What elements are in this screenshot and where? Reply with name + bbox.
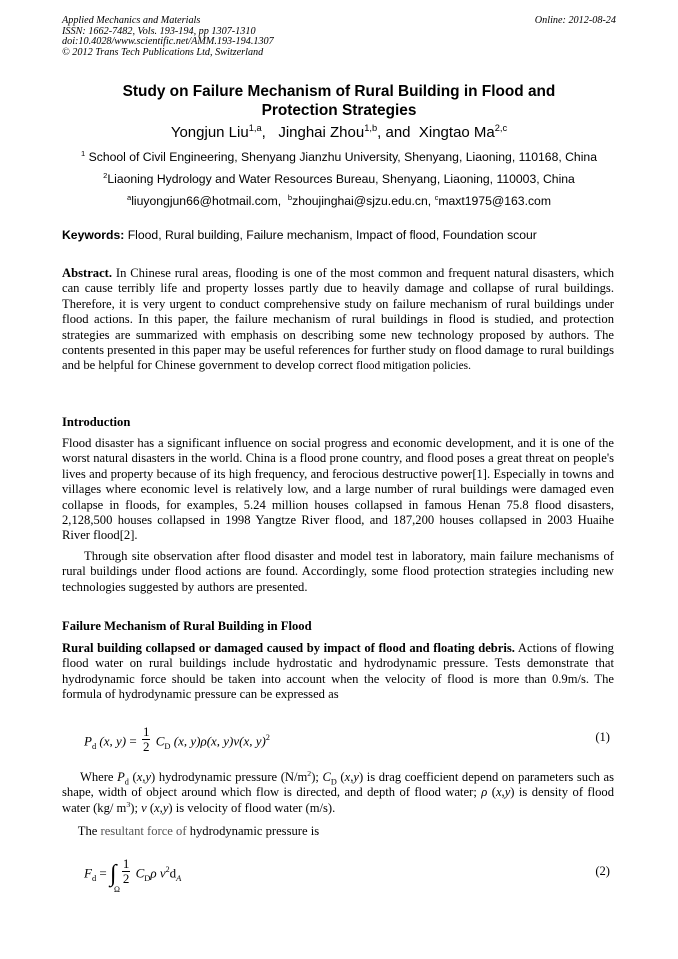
equation-1-number: (1) [595,730,610,744]
resultant-pre: The [77,824,98,838]
email-address[interactable]: liuyongjun66@hotmail.com, [131,194,282,208]
affiliation-1 [62,150,616,164]
failure-paragraph-1 [62,641,614,703]
resultant-line [62,824,614,839]
where-text-3: ); [311,770,319,784]
title-line-1: Study on Failure Mechanism of Rural Building in Flood and [122,83,556,100]
where-text-4: is drag coefficient depend on parameters such as shape, width of object around which flow is directed, and depth of flood water; [62,770,615,800]
email-sup: c [434,192,439,202]
where-text-7: is velocity of flood water (m/s). [175,800,336,815]
affiliation-2 [62,172,616,186]
author-sup: 1,a [248,123,262,133]
online-date: Online: 2012-08-24 [534,15,616,26]
resultant-post: hydrodynamic pressure is [189,824,320,838]
equation-2-body: $F_d$ = ∫ Ω $\frac{1}{2}$ $C_D\rho$ $v^2d_A$ [84,856,182,894]
abstract-tail: flood mitigation policies. [356,360,471,373]
copyright-line: © 2012 Trans Tech Publications Ltd, Switzerland [62,46,264,58]
keywords-label: Keywords: [62,228,125,242]
equation-2 [80,852,614,892]
email-sup: a [127,192,132,202]
keywords [62,228,616,242]
introduction-heading: Introduction [62,415,131,429]
email-address[interactable]: maxt1975@163.com [438,194,551,208]
author-sup: 2,c [494,123,508,133]
abstract-label: Abstract. [62,266,113,280]
author-sup: 1,b [364,123,378,133]
where-text-2: hydrodynamic pressure (N/m [158,770,308,784]
affiliation-sup: 2 [103,170,108,180]
title-line-2: Protection Strategies [261,102,417,119]
where-text-6: ); [130,800,138,815]
author-name: Xingtao Ma [418,124,495,141]
email-sup: b [287,192,293,202]
email-line [62,194,616,208]
email-address[interactable]: zhoujinghai@sjzu.edu.cn, [292,194,432,208]
introduction-paragraph-2: Through site observation after flood disaster and model test in laboratory, main failure mechanisms of rural buildings under flood actions are found. Accordingly, some flood protection strategies including new technologies suggested by authors are presented. [62,549,614,594]
doi-line: doi:10.4028/www.scientific.net/AMM.193-194.1307 [62,36,274,48]
where-text-1: Where [79,770,114,784]
author-separator: , and [377,124,411,141]
affiliation-text: School of Civil Engineering, Shenyang Jianzhu University, Shenyang, Liaoning, 110168, China [88,150,597,164]
abstract [62,266,614,375]
resultant-mid: resultant force of [100,824,187,838]
failure-text: Actions of flowing flood water on rural buildings include hydrostatic and hydrodynamic pressure. Tests demonstrate that hydrodynamic force should be taken into account when the velocity of flood is more than 0.9m/s. The formula of hydrodynamic pressure can be expressed as [62,641,614,702]
keywords-text: Flood, Rural building, Failure mechanism, Impact of flood, Foundation scour [127,228,537,242]
where-text-5: is density of flood water (kg/ m [62,785,615,815]
failure-bold-lead: Rural building collapsed or damaged caused by impact of flood and floating debris. [62,641,515,655]
abstract-text: In Chinese rural areas, flooding is one of the most common and frequent natural disasters, which can cause terribly life and property losses partly due to heavily damage and collapse of rural buildings. Therefore, it is very urgent to conduct comprehensive study on failure mechanism of rural buildings under flood actions. In this paper, the failure mechanism of rural buildings in flood is studied, and protection strategies are summarized with emphasis on describing some new technology proposed by authors. The contents presented in this paper may be useful references for further study on flood damage to rural buildings and be helpful for Chinese government to develop correct [62,266,614,373]
failure-heading: Failure Mechanism of Rural Building in Flood [62,619,312,633]
paper-title [62,82,616,120]
where-paragraph: Where $P_d$ (x,y) hydrodynamic pressure $(N/m^2)$; $C_D$ (x,y) is drag coefficient depend on parameters such as shape, width of object around which flow is directed, and depth of flood water; ρ (x,y) is density of flood water (kg/ $m^3$); v (x,y) is velocity of flood water (m/s). [62,768,615,815]
author-name: Yongjun Liu [170,124,249,141]
issn-line: ISSN: 1662-7482, Vols. 193-194, pp 1307-1310 [62,25,256,37]
equation-1-body: $P_d$ (x, y) = $\frac{1}{2}$ $C_D$ (x, y)ρ(x, y)v(x, y)$^2$ [84,724,270,754]
equation-1 [80,718,614,758]
journal-name: Applied Mechanics and Materials [62,15,201,26]
author-separator: , [261,124,266,141]
journal-header [62,16,616,58]
affiliation-sup: 1 [81,148,86,158]
author-list [62,124,616,141]
affiliation-text: Liaoning Hydrology and Water Resources Bureau, Shenyang, Liaoning, 110003, China [107,172,575,186]
equation-2-number: (2) [595,864,610,878]
author-name: Jinghai Zhou [278,124,365,141]
introduction-paragraph-1: Flood disaster has a significant influence on social progress and economic development, and it is one of the worst natural disasters in the world. China is a flood prone country, and flood poses a great threat on people's lives and property because of its high frequency, and ferocious destructive power[1]. Especially in towns and villages where economic level is relatively low, and a large number of rural buildings were damaged even collapse in floods, for examples, 5.24 million houses collapsed in famous Henan 75.8 flood disasters, 2,128,500 houses collapsed in 1998 Yangtze River flood, and 187,200 houses collapsed in 2003 Huaihe River flood[2]. [62,436,614,543]
